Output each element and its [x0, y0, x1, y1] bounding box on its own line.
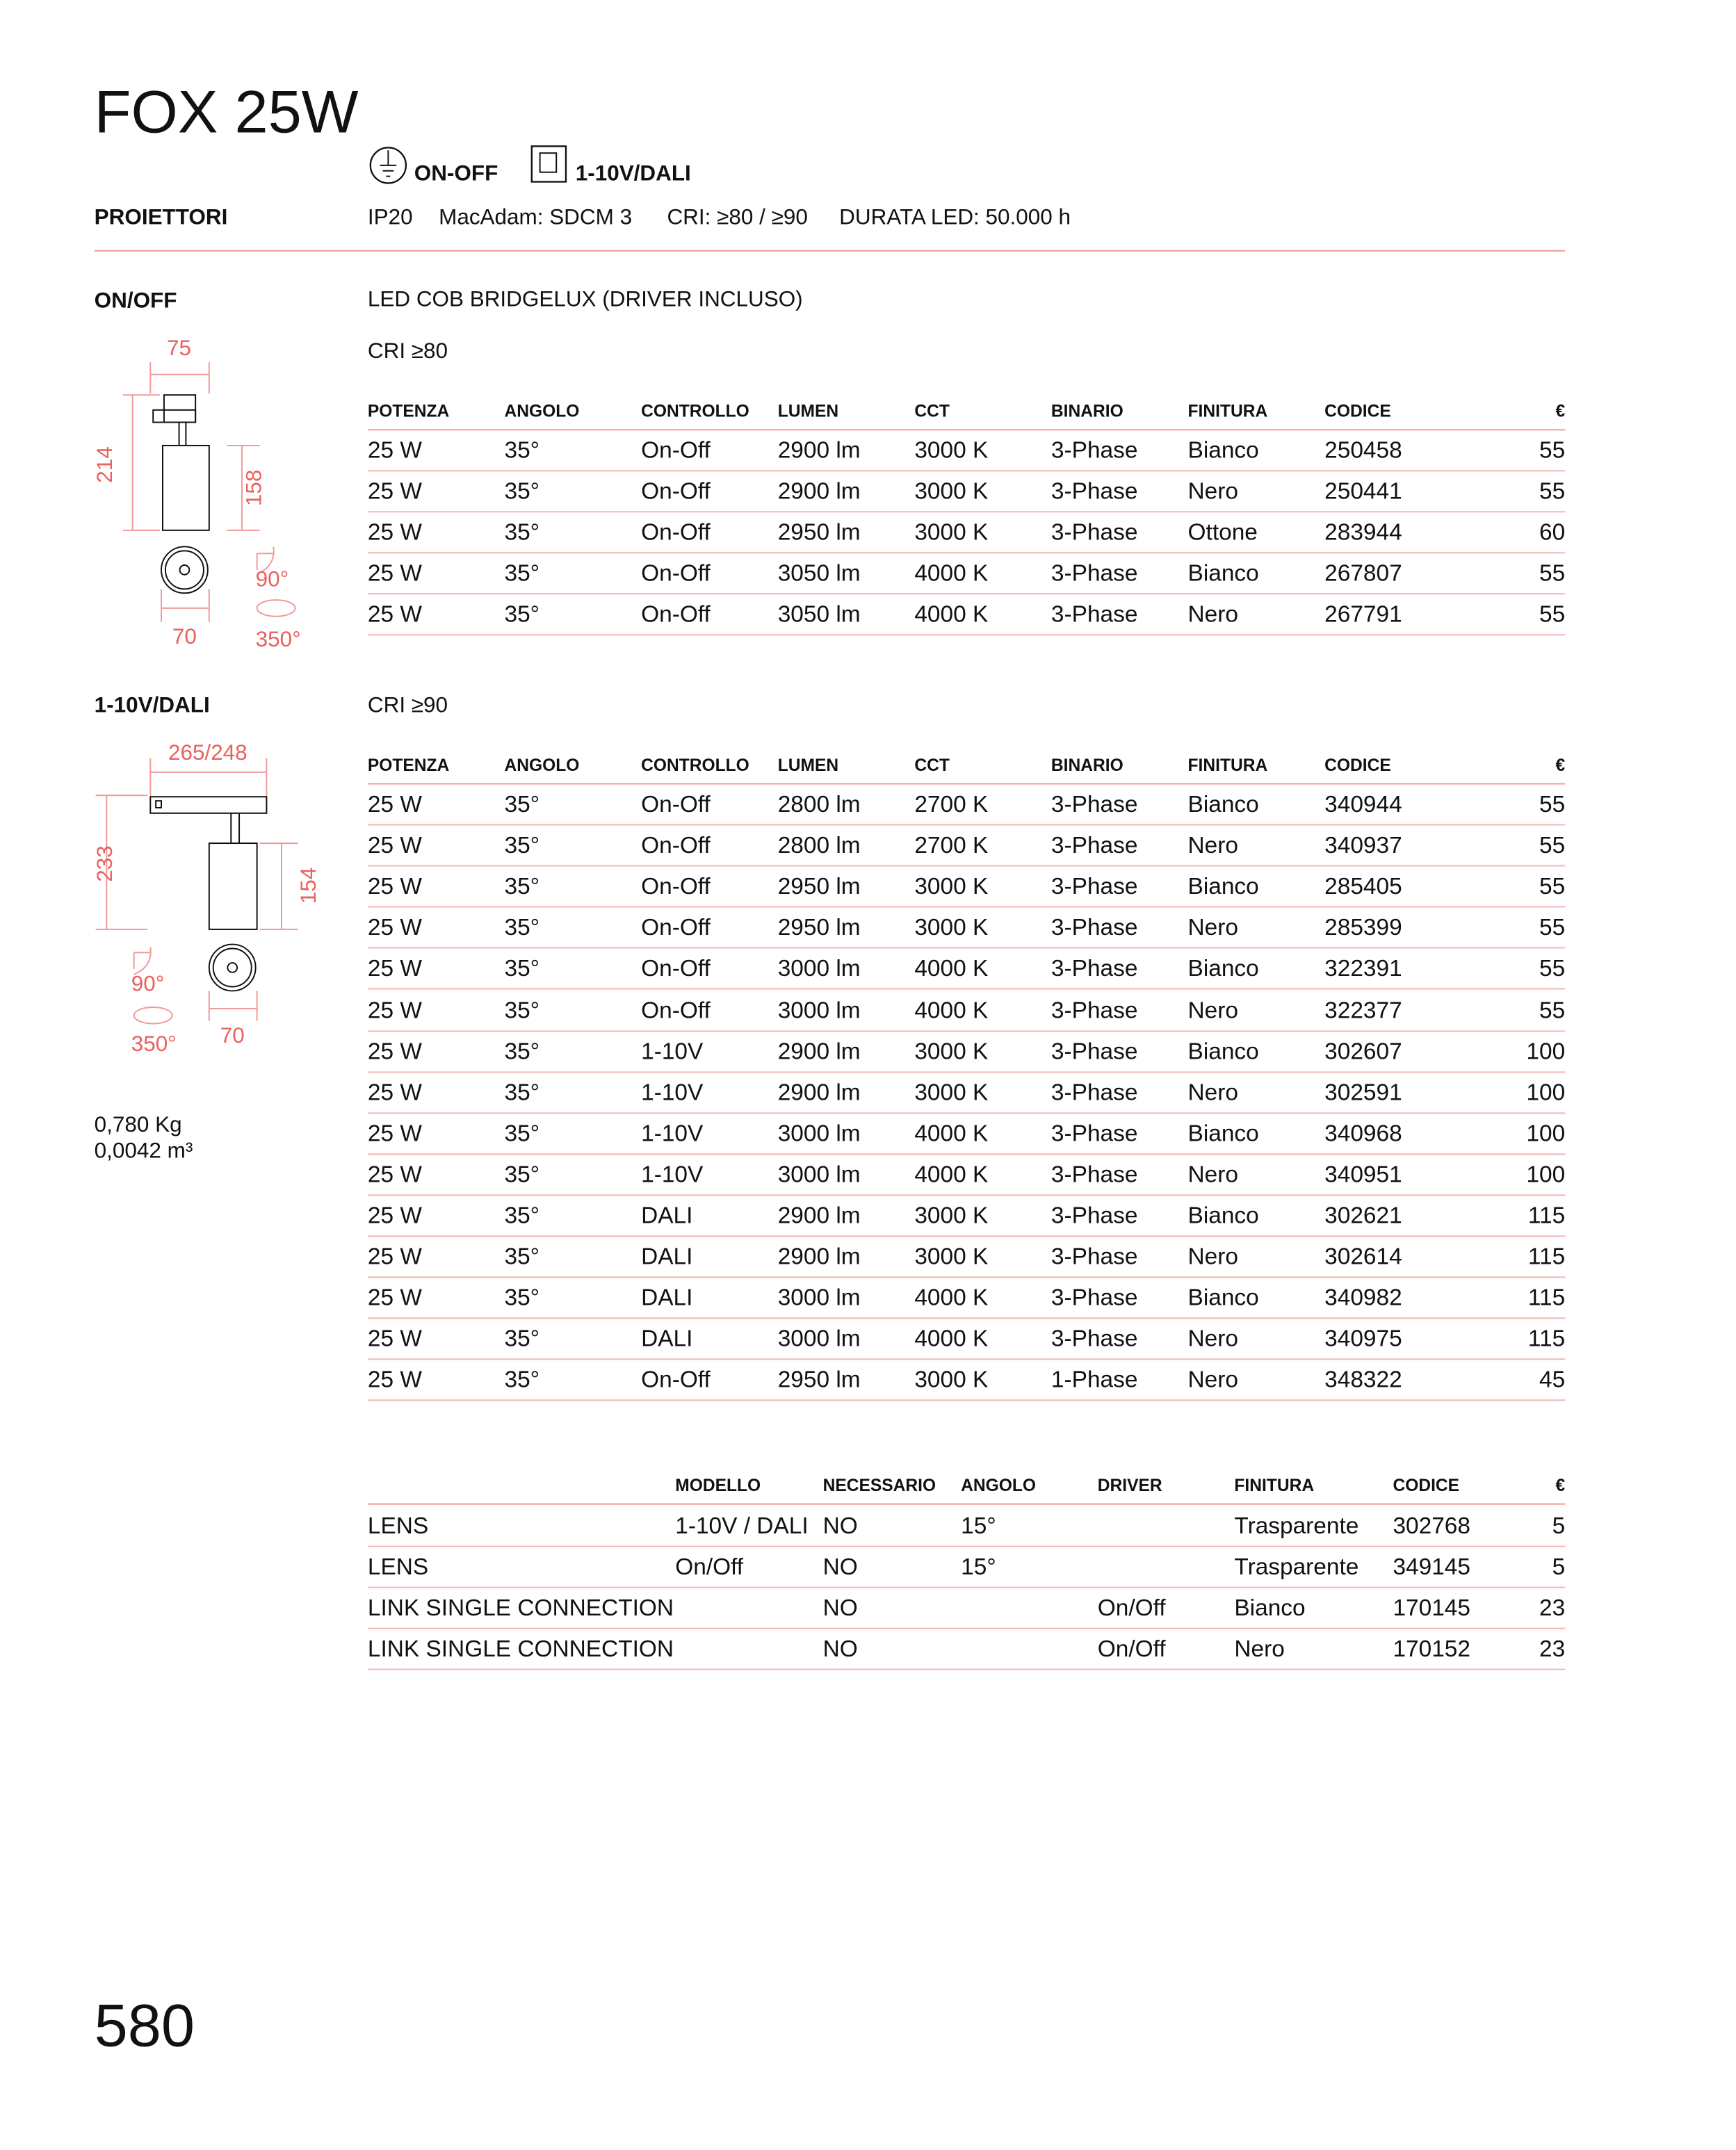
cell-cct: 3000 K — [914, 1367, 989, 1394]
tilt-angle: 90° — [131, 971, 165, 996]
table-row — [368, 1236, 1565, 1278]
cell-item: LENS — [367, 1554, 429, 1580]
column-header-finish: FINITURA — [1187, 402, 1268, 421]
cell-control: DALI — [641, 1285, 693, 1311]
column-header-required: NECESSARIO — [822, 1476, 936, 1495]
on-off-dimension-diagram — [82, 328, 328, 656]
table-row — [368, 1587, 1565, 1629]
cell-lumen: 2900 lm — [777, 1203, 861, 1229]
cell-code: 340982 — [1324, 1285, 1402, 1311]
cell-angle: 35° — [504, 997, 540, 1023]
cell-angle: 15° — [961, 1554, 996, 1580]
cell-power: 25 W — [367, 1079, 422, 1105]
cell-item: LENS — [367, 1513, 429, 1539]
cell-power: 25 W — [367, 1120, 422, 1147]
dim-height: 214 — [92, 446, 117, 483]
cell-lumen: 2950 lm — [777, 873, 861, 900]
cell-price: 45 — [1539, 1367, 1566, 1394]
column-header-angle: ANGOLO — [504, 756, 580, 775]
cell-finish: Nero — [1187, 997, 1239, 1023]
cell-track: 3-Phase — [1050, 1038, 1138, 1064]
cell-lumen: 2950 lm — [777, 914, 861, 941]
cell-angle: 35° — [504, 1326, 540, 1353]
cell-lumen: 2800 lm — [777, 791, 861, 817]
cell-track: 3-Phase — [1050, 1161, 1138, 1188]
cell-power: 25 W — [367, 1038, 422, 1064]
cell-lumen: 2900 lm — [777, 1079, 861, 1105]
cell-code: 170152 — [1393, 1636, 1471, 1663]
cell-power: 25 W — [367, 1244, 422, 1270]
cell-finish: Trasparente — [1234, 1513, 1359, 1539]
table-row — [368, 1628, 1565, 1670]
cell-code: 302614 — [1324, 1244, 1402, 1270]
cell-model: On/Off — [675, 1554, 744, 1580]
cell-angle: 35° — [504, 1161, 540, 1188]
cell-angle: 35° — [504, 1285, 540, 1311]
cell-price: 100 — [1526, 1120, 1566, 1147]
cell-cct: 3000 K — [914, 437, 989, 464]
cell-finish: Bianco — [1187, 1203, 1259, 1229]
column-header-control: CONTROLLO — [641, 756, 749, 775]
cell-angle: 35° — [504, 437, 540, 464]
cell-control: 1-10V — [641, 1079, 704, 1105]
cell-code: 340944 — [1324, 791, 1402, 817]
column-header-lumen: LUMEN — [777, 756, 839, 775]
cell-control: On-Off — [641, 478, 711, 505]
spec-cri: CRI: ≥80 / ≥90 — [667, 206, 808, 230]
cell-price: 5 — [1552, 1513, 1566, 1539]
cell-cct: 3000 K — [914, 1244, 989, 1270]
cell-lumen: 2900 lm — [777, 1038, 861, 1064]
cell-code: 170145 — [1393, 1595, 1471, 1622]
cell-finish: Trasparente — [1234, 1554, 1359, 1580]
cell-code: 302591 — [1324, 1079, 1402, 1105]
cell-code: 302768 — [1393, 1513, 1471, 1539]
table-row — [368, 865, 1565, 908]
cell-finish: Ottone — [1187, 519, 1258, 546]
cell-control: On-Off — [641, 914, 711, 941]
cell-lumen: 3050 lm — [777, 560, 861, 587]
table-header — [368, 399, 1565, 430]
table-row — [368, 1071, 1565, 1114]
table-row — [368, 1546, 1565, 1588]
cell-finish: Nero — [1187, 478, 1239, 505]
cell-code: 302621 — [1324, 1203, 1402, 1229]
column-header-finish: FINITURA — [1234, 1476, 1315, 1495]
cell-lumen: 2900 lm — [777, 437, 861, 464]
cell-finish: Bianco — [1187, 1285, 1259, 1311]
cell-required: NO — [822, 1513, 858, 1539]
cell-angle: 35° — [504, 601, 540, 628]
cell-angle: 35° — [504, 1120, 540, 1147]
cell-track: 3-Phase — [1050, 437, 1138, 464]
cell-cct: 4000 K — [914, 601, 989, 628]
table-header — [368, 1473, 1565, 1504]
cell-control: DALI — [641, 1203, 693, 1229]
cell-lumen: 3000 lm — [777, 1285, 861, 1311]
cell-lumen: 3000 lm — [777, 1120, 861, 1147]
cell-price: 115 — [1527, 1203, 1566, 1229]
cell-driver: On/Off — [1097, 1595, 1166, 1622]
dim-diameter: 70 — [172, 624, 197, 649]
column-header-track: BINARIO — [1050, 402, 1123, 421]
column-header-finish: FINITURA — [1187, 756, 1268, 775]
cell-power: 25 W — [367, 997, 422, 1023]
cri90-label: CRI ≥90 — [367, 694, 448, 718]
section-dali: 1-10V/DALI — [94, 694, 210, 718]
column-header-power: POTENZA — [367, 756, 450, 775]
cell-track: 3-Phase — [1050, 873, 1138, 900]
column-header-code: CODICE — [1324, 756, 1391, 775]
cell-item: LINK SINGLE CONNECTION — [367, 1595, 674, 1622]
table-row — [368, 512, 1565, 554]
cell-price: 55 — [1539, 873, 1566, 900]
cell-angle: 35° — [504, 1038, 540, 1064]
cell-power: 25 W — [367, 437, 422, 464]
cell-code: 322377 — [1324, 997, 1402, 1023]
cell-control: 1-10V — [641, 1038, 704, 1064]
table-row — [368, 553, 1565, 595]
cell-cct: 4000 K — [914, 560, 989, 587]
spec-ip: IP20 — [367, 206, 413, 230]
cell-finish: Bianco — [1187, 437, 1259, 464]
cell-finish: Nero — [1187, 1079, 1239, 1105]
cell-finish: Nero — [1187, 601, 1239, 628]
table-row — [368, 1505, 1565, 1547]
table-row — [368, 471, 1565, 513]
cell-cct: 3000 K — [914, 873, 989, 900]
weight: 0,780 Kg — [94, 1114, 182, 1137]
table-row — [368, 1318, 1565, 1360]
table-row — [368, 947, 1565, 990]
cell-cct: 4000 K — [914, 1285, 989, 1311]
volume: 0,0042 m³ — [94, 1139, 193, 1164]
column-header-angle: ANGOLO — [961, 1476, 1037, 1495]
cell-driver: On/Off — [1097, 1636, 1166, 1663]
cell-model: 1-10V / DALI — [675, 1513, 809, 1539]
cell-angle: 35° — [504, 1244, 540, 1270]
cell-cct: 2700 K — [914, 791, 989, 817]
cell-cct: 3000 K — [914, 478, 989, 505]
badge-dali: 1-10V/DALI — [575, 162, 691, 186]
cell-track: 3-Phase — [1050, 956, 1138, 982]
cell-angle: 35° — [504, 832, 540, 858]
cell-track: 3-Phase — [1050, 1285, 1138, 1311]
cell-power: 25 W — [367, 832, 422, 858]
column-header-cct: CCT — [914, 402, 950, 421]
table-header — [368, 753, 1565, 784]
cell-cct: 2700 K — [914, 832, 989, 858]
cell-angle: 35° — [504, 956, 540, 982]
cell-code: 283944 — [1324, 519, 1402, 546]
cell-control: On-Off — [641, 791, 711, 817]
cri80-label: CRI ≥80 — [367, 340, 448, 364]
cell-lumen: 2950 lm — [777, 1367, 861, 1394]
cell-control: On-Off — [641, 956, 711, 982]
cell-code: 285405 — [1324, 873, 1402, 900]
column-header-price: € — [1555, 1476, 1566, 1495]
category-label: PROIETTORI — [94, 206, 228, 230]
tilt-angle: 90° — [255, 567, 289, 592]
cell-finish: Nero — [1187, 1244, 1239, 1270]
column-header-angle: ANGOLO — [504, 402, 580, 421]
table-row — [368, 988, 1565, 1031]
cell-price: 55 — [1539, 601, 1566, 628]
spec-lifetime: DURATA LED: 50.000 h — [839, 206, 1071, 230]
cell-cct: 4000 K — [914, 956, 989, 982]
cell-finish: Bianco — [1187, 1120, 1259, 1147]
cell-finish: Nero — [1187, 832, 1239, 858]
cell-track: 3-Phase — [1050, 997, 1138, 1023]
cell-lumen: 2800 lm — [777, 832, 861, 858]
dim-width: 75 — [167, 336, 192, 361]
column-header-model: MODELLO — [675, 1476, 761, 1495]
table-row — [368, 1277, 1565, 1319]
cell-price: 23 — [1539, 1636, 1566, 1663]
table-row — [368, 1359, 1565, 1401]
cell-track: 3-Phase — [1050, 1326, 1138, 1353]
column-header-code: CODICE — [1324, 402, 1391, 421]
cell-price: 115 — [1527, 1326, 1566, 1353]
table-row — [368, 1194, 1565, 1237]
cell-price: 55 — [1539, 832, 1566, 858]
table-row — [368, 783, 1565, 826]
dim-body: 158 — [241, 469, 266, 507]
cell-control: DALI — [641, 1326, 693, 1353]
cell-track: 3-Phase — [1050, 1203, 1138, 1229]
cell-price: 115 — [1527, 1285, 1566, 1311]
cell-angle: 35° — [504, 1367, 540, 1394]
cell-lumen: 3000 lm — [777, 1326, 861, 1353]
cell-price: 5 — [1552, 1554, 1566, 1580]
cell-lumen: 3050 lm — [777, 601, 861, 628]
cell-finish: Nero — [1187, 1367, 1239, 1394]
cell-code: 250458 — [1324, 437, 1402, 464]
cell-cct: 3000 K — [914, 914, 989, 941]
cell-power: 25 W — [367, 956, 422, 982]
cell-finish: Bianco — [1187, 873, 1259, 900]
table-row — [368, 1030, 1565, 1073]
cell-price: 100 — [1526, 1079, 1566, 1105]
cell-track: 3-Phase — [1050, 791, 1138, 817]
led-label: LED COB BRIDGELUX (DRIVER INCLUSO) — [367, 288, 803, 312]
cell-angle: 35° — [504, 1079, 540, 1105]
cell-power: 25 W — [367, 1285, 422, 1311]
cell-finish: Bianco — [1187, 956, 1259, 982]
ground-circle-icon — [369, 146, 410, 187]
cell-cct: 4000 K — [914, 1120, 989, 1147]
cell-angle: 35° — [504, 914, 540, 941]
square-box-icon — [530, 145, 569, 186]
cell-track: 1-Phase — [1050, 1367, 1138, 1394]
table-row — [368, 1112, 1565, 1155]
divider — [95, 250, 1566, 252]
cell-control: On-Off — [641, 832, 711, 858]
column-header-driver: DRIVER — [1097, 1476, 1162, 1495]
cell-price: 115 — [1527, 1244, 1566, 1270]
cell-code: 340968 — [1324, 1120, 1402, 1147]
cell-track: 3-Phase — [1050, 1079, 1138, 1105]
cell-lumen: 2950 lm — [777, 519, 861, 546]
column-header-track: BINARIO — [1050, 756, 1123, 775]
table-row — [368, 594, 1565, 636]
cell-code: 340937 — [1324, 832, 1402, 858]
dim-width: 265/248 — [168, 740, 248, 765]
spec-macadam: MacAdam: SDCM 3 — [439, 206, 633, 230]
table-row — [368, 906, 1565, 949]
cell-track: 3-Phase — [1050, 914, 1138, 941]
cell-angle: 35° — [504, 791, 540, 817]
cell-power: 25 W — [367, 1161, 422, 1188]
cell-power: 25 W — [367, 560, 422, 587]
cell-cct: 3000 K — [914, 1203, 989, 1229]
column-header-control: CONTROLLO — [641, 402, 749, 421]
cell-power: 25 W — [367, 1367, 422, 1394]
column-header-price: € — [1555, 402, 1566, 421]
cell-code: 340951 — [1324, 1161, 1402, 1188]
cell-lumen: 3000 lm — [777, 956, 861, 982]
cell-code: 302607 — [1324, 1038, 1402, 1064]
cell-track: 3-Phase — [1050, 832, 1138, 858]
cell-power: 25 W — [367, 478, 422, 505]
cell-cct: 4000 K — [914, 997, 989, 1023]
cell-price: 55 — [1539, 791, 1566, 817]
cell-cct: 3000 K — [914, 1079, 989, 1105]
cell-control: 1-10V — [641, 1161, 704, 1188]
cell-power: 25 W — [367, 519, 422, 546]
cell-price: 55 — [1539, 914, 1566, 941]
table-row — [368, 824, 1565, 867]
cell-control: On-Off — [641, 437, 711, 464]
table-row — [368, 1153, 1565, 1196]
cell-cct: 3000 K — [914, 519, 989, 546]
cell-angle: 15° — [961, 1513, 996, 1539]
cell-power: 25 W — [367, 1203, 422, 1229]
cell-control: On-Off — [641, 519, 711, 546]
cell-price: 100 — [1526, 1161, 1566, 1188]
cell-finish: Nero — [1187, 914, 1239, 941]
cell-power: 25 W — [367, 1326, 422, 1353]
cell-control: DALI — [641, 1244, 693, 1270]
table-row — [368, 429, 1565, 471]
cell-cct: 4000 K — [914, 1326, 989, 1353]
cell-control: On-Off — [641, 1367, 711, 1394]
page-number: 580 — [94, 1992, 195, 2060]
cell-required: NO — [822, 1636, 858, 1663]
product-title: FOX 25W — [94, 79, 359, 147]
cell-finish: Nero — [1234, 1636, 1285, 1663]
cell-track: 3-Phase — [1050, 478, 1138, 505]
cell-code: 348322 — [1324, 1367, 1402, 1394]
cell-code: 349145 — [1393, 1554, 1471, 1580]
column-header-cct: CCT — [914, 756, 950, 775]
cell-code: 250441 — [1324, 478, 1402, 505]
cell-cct: 3000 K — [914, 1038, 989, 1064]
cell-finish: Bianco — [1187, 560, 1259, 587]
cell-price: 55 — [1539, 956, 1566, 982]
cell-power: 25 W — [367, 914, 422, 941]
section-on-off: ON/OFF — [94, 289, 177, 313]
cell-track: 3-Phase — [1050, 601, 1138, 628]
cell-finish: Nero — [1187, 1326, 1239, 1353]
cell-angle: 35° — [504, 519, 540, 546]
cell-code: 267791 — [1324, 601, 1402, 628]
cell-lumen: 2900 lm — [777, 1244, 861, 1270]
cell-finish: Bianco — [1234, 1595, 1306, 1622]
cell-required: NO — [822, 1554, 858, 1580]
cell-finish: Bianco — [1187, 1038, 1259, 1064]
cell-finish: Nero — [1187, 1161, 1239, 1188]
cell-angle: 35° — [504, 560, 540, 587]
cell-track: 3-Phase — [1050, 1244, 1138, 1270]
cell-lumen: 2900 lm — [777, 478, 861, 505]
column-header-lumen: LUMEN — [777, 402, 839, 421]
cell-code: 322391 — [1324, 956, 1402, 982]
cell-power: 25 W — [367, 601, 422, 628]
dim-body: 154 — [296, 867, 321, 904]
column-header-power: POTENZA — [367, 402, 450, 421]
cell-control: 1-10V — [641, 1120, 704, 1147]
cell-item: LINK SINGLE CONNECTION — [367, 1636, 674, 1663]
dim-diameter: 70 — [220, 1023, 245, 1048]
cell-track: 3-Phase — [1050, 1120, 1138, 1147]
column-header-code: CODICE — [1393, 1476, 1460, 1495]
cell-price: 55 — [1539, 560, 1566, 587]
cell-lumen: 3000 lm — [777, 1161, 861, 1188]
cell-code: 340975 — [1324, 1326, 1402, 1353]
cell-power: 25 W — [367, 873, 422, 900]
cell-control: On-Off — [641, 601, 711, 628]
column-header-price: € — [1555, 756, 1566, 775]
rotation-angle: 350° — [131, 1031, 177, 1056]
cell-code: 267807 — [1324, 560, 1402, 587]
cell-control: On-Off — [641, 560, 711, 587]
cell-track: 3-Phase — [1050, 519, 1138, 546]
cell-price: 55 — [1539, 478, 1566, 505]
cell-required: NO — [822, 1595, 858, 1622]
cell-angle: 35° — [504, 1203, 540, 1229]
rotation-angle: 350° — [255, 626, 301, 651]
cell-price: 23 — [1539, 1595, 1566, 1622]
cell-power: 25 W — [367, 791, 422, 817]
cell-price: 55 — [1539, 437, 1566, 464]
cell-code: 285399 — [1324, 914, 1402, 941]
cell-price: 100 — [1526, 1038, 1566, 1064]
cell-angle: 35° — [504, 873, 540, 900]
cell-price: 55 — [1539, 997, 1566, 1023]
cell-angle: 35° — [504, 478, 540, 505]
dali-dimension-diagram — [82, 731, 342, 1066]
cell-control: On-Off — [641, 997, 711, 1023]
cell-lumen: 3000 lm — [777, 997, 861, 1023]
badge-on-off: ON-OFF — [414, 162, 498, 186]
cell-price: 60 — [1539, 519, 1566, 546]
cell-finish: Bianco — [1187, 791, 1259, 817]
cell-track: 3-Phase — [1050, 560, 1138, 587]
cell-control: On-Off — [641, 873, 711, 900]
dim-height: 233 — [92, 845, 117, 882]
cell-cct: 4000 K — [914, 1161, 989, 1188]
